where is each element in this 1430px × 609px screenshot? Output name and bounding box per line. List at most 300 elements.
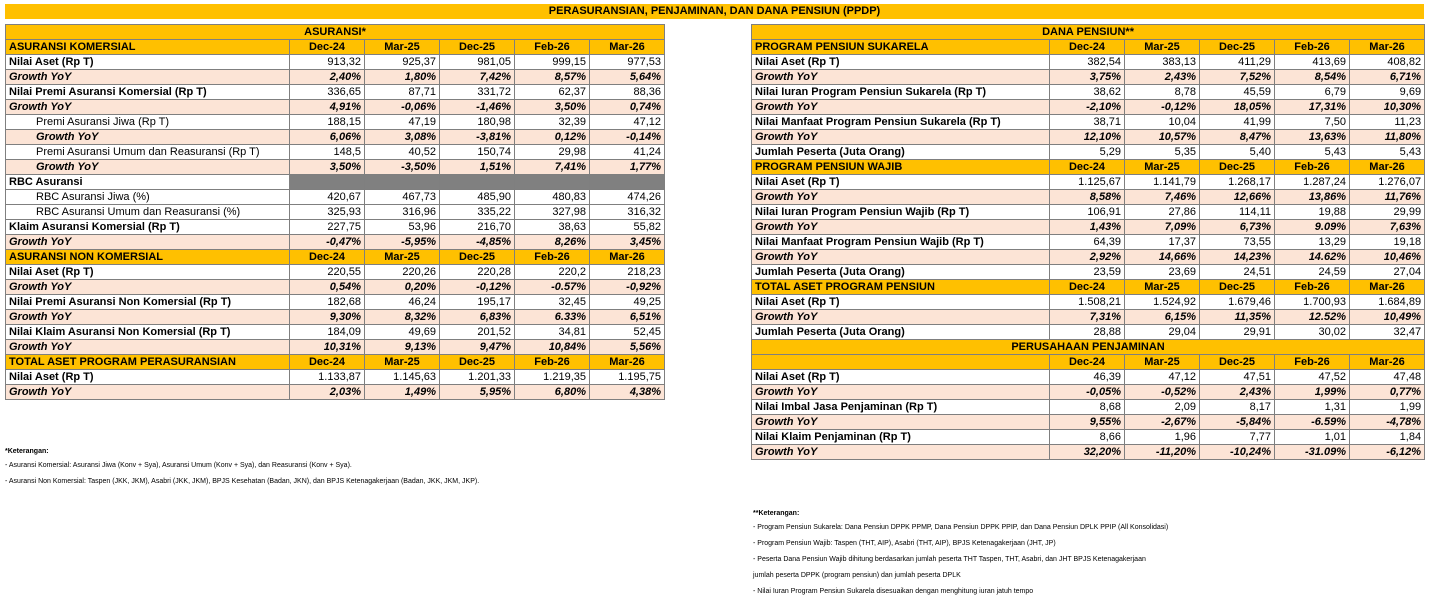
value-cell: 420,67 [290, 190, 365, 205]
row-label: Growth YoY [752, 310, 1050, 325]
value-cell: 220,55 [290, 265, 365, 280]
value-cell: 38,71 [1050, 115, 1125, 130]
panel-title-row [752, 25, 1425, 40]
value-cell [290, 175, 365, 190]
value-cell: 3,50% [290, 160, 365, 175]
notes-heading: *Keterangan: [5, 448, 49, 455]
value-cell: -0.57% [515, 280, 590, 295]
table-row [6, 325, 665, 340]
value-cell: -0,92% [590, 280, 665, 295]
value-cell: 195,17 [440, 295, 515, 310]
row-label [752, 355, 1050, 370]
row-label: Nilai Aset (Rp T) [6, 370, 290, 385]
value-cell: 383,13 [1125, 55, 1200, 70]
value-cell: 24,59 [1275, 265, 1350, 280]
table-row [752, 175, 1425, 190]
value-cell: 18,05% [1200, 100, 1275, 115]
value-cell: 480,83 [515, 190, 590, 205]
value-cell: 106,91 [1050, 205, 1125, 220]
value-cell: 5,56% [590, 340, 665, 355]
value-cell: 913,32 [290, 55, 365, 70]
period-header: Mar-26 [1350, 40, 1425, 55]
table-row [752, 205, 1425, 220]
value-cell: -3,50% [365, 160, 440, 175]
value-cell: 11,80% [1350, 130, 1425, 145]
value-cell: 9.09% [1275, 220, 1350, 235]
period-header: Dec-24 [1050, 40, 1125, 55]
section-header-row [6, 250, 665, 265]
value-cell: 182,68 [290, 295, 365, 310]
value-cell: -2,10% [1050, 100, 1125, 115]
value-cell: 6,73% [1200, 220, 1275, 235]
note-line: - Asuransi Komersial: Asuransi Jiwa (Konv + Sya), Asuransi Umum (Konv + Sya), dan Reasuransi (Konv + Sya). [5, 462, 352, 469]
table-row [752, 325, 1425, 340]
row-label: RBC Asuransi Jiwa (%) [6, 190, 290, 205]
value-cell: 7,41% [515, 160, 590, 175]
table-row [6, 85, 665, 100]
period-header: Feb-26 [1275, 355, 1350, 370]
value-cell: 38,62 [1050, 85, 1125, 100]
panel-title-row [6, 25, 665, 40]
value-cell: 30,02 [1275, 325, 1350, 340]
value-cell: 11,76% [1350, 190, 1425, 205]
row-label: Nilai Premi Asuransi Komersial (Rp T) [6, 85, 290, 100]
value-cell: 32,20% [1050, 445, 1125, 460]
value-cell: 47,19 [365, 115, 440, 130]
value-cell: 114,11 [1200, 205, 1275, 220]
table-row [6, 190, 665, 205]
value-cell: 1,49% [365, 385, 440, 400]
value-cell: 29,04 [1125, 325, 1200, 340]
value-cell: -5,84% [1200, 415, 1275, 430]
value-cell: 1.287,24 [1275, 175, 1350, 190]
value-cell: -4,78% [1350, 415, 1425, 430]
value-cell: -11,20% [1125, 445, 1200, 460]
value-cell: 216,70 [440, 220, 515, 235]
row-label: Jumlah Peserta (Juta Orang) [752, 145, 1050, 160]
note-line: - Asuransi Non Komersial: Taspen (JKK, JKM), Asabri (JKK, JKM), BPJS Kesehatan (Badan, JKN), dan BPJS Ketenagakerjaan (Badan, JKK, JKM, JKP). [5, 478, 480, 485]
table-row [6, 175, 665, 190]
value-cell: 5,43 [1275, 145, 1350, 160]
row-label: Growth YoY [752, 250, 1050, 265]
row-label: RBC Asuransi Umum dan Reasuransi (%) [6, 205, 290, 220]
value-cell: -0,06% [365, 100, 440, 115]
value-cell: 7,50 [1275, 115, 1350, 130]
panel-title: DANA PENSIUN** [752, 25, 1425, 40]
row-label: Growth YoY [752, 130, 1050, 145]
row-label: Growth YoY [752, 70, 1050, 85]
dana-pensiun-table [751, 24, 1425, 460]
value-cell: 17,37 [1125, 235, 1200, 250]
period-header: Feb-26 [1275, 160, 1350, 175]
value-cell: 12,10% [1050, 130, 1125, 145]
period-header: Dec-25 [1200, 280, 1275, 295]
value-cell: 6.33% [515, 310, 590, 325]
asuransi-table [5, 24, 665, 400]
value-cell: 49,25 [590, 295, 665, 310]
value-cell: 1.141,79 [1125, 175, 1200, 190]
table-row [752, 235, 1425, 250]
table-row [752, 370, 1425, 385]
period-header: Mar-26 [1350, 355, 1425, 370]
period-header: Dec-24 [290, 40, 365, 55]
table-row [752, 85, 1425, 100]
value-cell: 8,17 [1200, 400, 1275, 415]
period-header: Mar-25 [1125, 280, 1200, 295]
value-cell: 6,15% [1125, 310, 1200, 325]
dana-pensiun-notes [753, 510, 1168, 604]
note-line: - Program Pensiun Wajib: Taspen (THT, AIP), Asabri (THT, AIP), BPJS Ketenagakerjaan (JHT, JP) [753, 540, 1056, 547]
value-cell: 14,23% [1200, 250, 1275, 265]
row-label: PROGRAM PENSIUN SUKARELA [752, 40, 1050, 55]
value-cell: 52,45 [590, 325, 665, 340]
value-cell: 336,65 [290, 85, 365, 100]
value-cell: 9,47% [440, 340, 515, 355]
value-cell: 316,32 [590, 205, 665, 220]
value-cell: 6,71% [1350, 70, 1425, 85]
row-label: Growth YoY [752, 100, 1050, 115]
panel-title: PERUSAHAAN PENJAMINAN [752, 340, 1425, 355]
value-cell: 47,51 [1200, 370, 1275, 385]
value-cell: 1.684,89 [1350, 295, 1425, 310]
value-cell: 41,99 [1200, 115, 1275, 130]
value-cell: 38,63 [515, 220, 590, 235]
value-cell: 1.195,75 [590, 370, 665, 385]
value-cell: 6,06% [290, 130, 365, 145]
period-header: Dec-25 [1200, 160, 1275, 175]
period-header: Dec-24 [1050, 355, 1125, 370]
value-cell: 29,99 [1350, 205, 1425, 220]
row-label: Growth YoY [6, 235, 290, 250]
value-cell: 29,98 [515, 145, 590, 160]
value-cell: 6,83% [440, 310, 515, 325]
value-cell: 11,23 [1350, 115, 1425, 130]
note-line: - Peserta Dana Pensiun Wajib dihitung berdasarkan jumlah peserta THT Taspen, THT, Asabri, dan JHT BPJS Ketenagakerjaan [753, 556, 1146, 563]
value-cell: 8,47% [1200, 130, 1275, 145]
asuransi-notes [5, 448, 479, 494]
value-cell: 12,66% [1200, 190, 1275, 205]
value-cell: 201,52 [440, 325, 515, 340]
value-cell: 1.268,17 [1200, 175, 1275, 190]
value-cell: 1.145,63 [365, 370, 440, 385]
value-cell: 3,08% [365, 130, 440, 145]
value-cell: 17,31% [1275, 100, 1350, 115]
value-cell: 13,29 [1275, 235, 1350, 250]
value-cell: 32,45 [515, 295, 590, 310]
value-cell: 62,37 [515, 85, 590, 100]
row-label: Growth YoY [6, 70, 290, 85]
value-cell: 13,86% [1275, 190, 1350, 205]
table-row [6, 295, 665, 310]
value-cell: 382,54 [1050, 55, 1125, 70]
table-row [6, 310, 665, 325]
table-row [6, 55, 665, 70]
value-cell: 46,24 [365, 295, 440, 310]
period-header: Dec-24 [1050, 160, 1125, 175]
period-header: Mar-25 [365, 250, 440, 265]
table-row [752, 310, 1425, 325]
row-label: Nilai Klaim Penjaminan (Rp T) [752, 430, 1050, 445]
value-cell: 88,36 [590, 85, 665, 100]
table-row [752, 265, 1425, 280]
period-header: Mar-25 [1125, 40, 1200, 55]
value-cell: 47,48 [1350, 370, 1425, 385]
table-row [6, 130, 665, 145]
row-label: ASURANSI NON KOMERSIAL [6, 250, 290, 265]
row-label: Nilai Aset (Rp T) [752, 370, 1050, 385]
value-cell: 1.219,35 [515, 370, 590, 385]
value-cell: 7,09% [1125, 220, 1200, 235]
table-row [6, 145, 665, 160]
row-label: Nilai Aset (Rp T) [752, 175, 1050, 190]
value-cell: 8,78 [1125, 85, 1200, 100]
row-label: Klaim Asuransi Komersial (Rp T) [6, 220, 290, 235]
table-row [6, 280, 665, 295]
value-cell: 1.700,93 [1275, 295, 1350, 310]
value-cell: 1,84 [1350, 430, 1425, 445]
value-cell: 32,39 [515, 115, 590, 130]
value-cell: 10,31% [290, 340, 365, 355]
value-cell: -0,12% [1125, 100, 1200, 115]
row-label: PROGRAM PENSIUN WAJIB [752, 160, 1050, 175]
value-cell: 8,58% [1050, 190, 1125, 205]
table-row [752, 250, 1425, 265]
value-cell: 27,86 [1125, 205, 1200, 220]
value-cell: 8,26% [515, 235, 590, 250]
value-cell: 9,13% [365, 340, 440, 355]
row-label: RBC Asuransi [6, 175, 290, 190]
value-cell: 41,24 [590, 145, 665, 160]
row-label: ASURANSI KOMERSIAL [6, 40, 290, 55]
period-header: Mar-26 [1350, 280, 1425, 295]
value-cell: 6,80% [515, 385, 590, 400]
value-cell: 7,31% [1050, 310, 1125, 325]
row-label: Growth YoY [6, 160, 290, 175]
row-label: TOTAL ASET PROGRAM PERASURANSIAN [6, 355, 290, 370]
row-label: Nilai Aset (Rp T) [752, 55, 1050, 70]
value-cell: 4,38% [590, 385, 665, 400]
row-label: Nilai Iuran Program Pensiun Wajib (Rp T) [752, 205, 1050, 220]
table-row [6, 160, 665, 175]
row-label: Growth YoY [6, 280, 290, 295]
note-line: - Nilai Iuran Program Pensiun Sukarela disesuaikan dengan menghitung iuran jatuh tempo [753, 588, 1034, 595]
value-cell: 28,88 [1050, 325, 1125, 340]
value-cell: -0,12% [440, 280, 515, 295]
table-row [6, 235, 665, 250]
value-cell: 10,57% [1125, 130, 1200, 145]
value-cell: 7,42% [440, 70, 515, 85]
value-cell: -6,12% [1350, 445, 1425, 460]
table-row [752, 130, 1425, 145]
section-header-row [6, 40, 665, 55]
row-label: Nilai Imbal Jasa Penjaminan (Rp T) [752, 400, 1050, 415]
value-cell: 49,69 [365, 325, 440, 340]
value-cell: 1,96 [1125, 430, 1200, 445]
period-header: Feb-26 [1275, 40, 1350, 55]
table-row [6, 385, 665, 400]
value-cell: 46,39 [1050, 370, 1125, 385]
value-cell: 9,30% [290, 310, 365, 325]
value-cell: 474,26 [590, 190, 665, 205]
table-row [752, 145, 1425, 160]
value-cell: 150,74 [440, 145, 515, 160]
row-label: Growth YoY [752, 445, 1050, 460]
value-cell: 1,51% [440, 160, 515, 175]
period-header: Mar-25 [365, 40, 440, 55]
value-cell: 6,79 [1275, 85, 1350, 100]
value-cell: 981,05 [440, 55, 515, 70]
table-row [752, 295, 1425, 310]
value-cell: 55,82 [590, 220, 665, 235]
value-cell: 13,63% [1275, 130, 1350, 145]
row-label: Nilai Premi Asuransi Non Komersial (Rp T) [6, 295, 290, 310]
value-cell [440, 175, 515, 190]
value-cell: 7,52% [1200, 70, 1275, 85]
value-cell: -2,67% [1125, 415, 1200, 430]
row-label: Nilai Aset (Rp T) [752, 295, 1050, 310]
section-header-row [752, 280, 1425, 295]
table-row [752, 115, 1425, 130]
value-cell: 5,95% [440, 385, 515, 400]
value-cell: 0,12% [515, 130, 590, 145]
note-line: - Program Pensiun Sukarela: Dana Pensiun DPPK PPMP, Dana Pensiun DPPK PPIP, dan Dana Pensiun DPLK PPIP (All Konsolidasi) [753, 524, 1169, 531]
value-cell: 1.133,87 [290, 370, 365, 385]
table-row [752, 430, 1425, 445]
section-header-row [6, 355, 665, 370]
value-cell: 2,43% [1200, 385, 1275, 400]
row-label: Growth YoY [6, 310, 290, 325]
value-cell: 325,93 [290, 205, 365, 220]
value-cell: 8,68 [1050, 400, 1125, 415]
value-cell [365, 175, 440, 190]
value-cell: 2,40% [290, 70, 365, 85]
value-cell: 8,66 [1050, 430, 1125, 445]
period-header: Mar-26 [590, 250, 665, 265]
value-cell: 2,03% [290, 385, 365, 400]
value-cell: 1.679,46 [1200, 295, 1275, 310]
value-cell: 5,64% [590, 70, 665, 85]
period-header: Dec-24 [1050, 280, 1125, 295]
value-cell: 218,23 [590, 265, 665, 280]
value-cell: 24,51 [1200, 265, 1275, 280]
value-cell: -0,47% [290, 235, 365, 250]
period-header: Dec-25 [440, 40, 515, 55]
section-header-row [752, 355, 1425, 370]
period-header: Dec-25 [1200, 40, 1275, 55]
value-cell: 0,77% [1350, 385, 1425, 400]
value-cell: 64,39 [1050, 235, 1125, 250]
value-cell: 29,91 [1200, 325, 1275, 340]
table-row [6, 340, 665, 355]
value-cell: 3,45% [590, 235, 665, 250]
value-cell: 999,15 [515, 55, 590, 70]
value-cell: 34,81 [515, 325, 590, 340]
value-cell: 47,12 [1125, 370, 1200, 385]
value-cell: 1.125,67 [1050, 175, 1125, 190]
value-cell: 1.276,07 [1350, 175, 1425, 190]
value-cell: 331,72 [440, 85, 515, 100]
period-header: Dec-25 [440, 355, 515, 370]
value-cell: 411,29 [1200, 55, 1275, 70]
notes-heading: **Keterangan: [753, 510, 800, 517]
row-label: Nilai Aset (Rp T) [6, 265, 290, 280]
period-header: Mar-25 [1125, 355, 1200, 370]
row-label: Nilai Aset (Rp T) [6, 55, 290, 70]
period-header: Feb-26 [515, 250, 590, 265]
period-header: Feb-26 [515, 40, 590, 55]
value-cell: 413,69 [1275, 55, 1350, 70]
period-header: Mar-26 [590, 355, 665, 370]
value-cell: 47,52 [1275, 370, 1350, 385]
value-cell: 10,04 [1125, 115, 1200, 130]
value-cell: -4,85% [440, 235, 515, 250]
panel-title-row [752, 340, 1425, 355]
value-cell: -0,52% [1125, 385, 1200, 400]
value-cell: 327,98 [515, 205, 590, 220]
value-cell: 5,43 [1350, 145, 1425, 160]
value-cell: -0,05% [1050, 385, 1125, 400]
note-line: jumlah peserta DPPK (program pensiun) dan jumlah peserta DPLK [753, 572, 961, 579]
value-cell: -3,81% [440, 130, 515, 145]
value-cell: 0,20% [365, 280, 440, 295]
table-row [6, 115, 665, 130]
table-row [6, 100, 665, 115]
section-header-row [752, 40, 1425, 55]
table-row [6, 220, 665, 235]
period-header: Mar-25 [365, 355, 440, 370]
value-cell: 73,55 [1200, 235, 1275, 250]
table-row [6, 70, 665, 85]
row-label: Nilai Klaim Asuransi Non Komersial (Rp T) [6, 325, 290, 340]
value-cell: 1,77% [590, 160, 665, 175]
value-cell: 925,37 [365, 55, 440, 70]
row-label: Growth YoY [752, 220, 1050, 235]
value-cell: 19,18 [1350, 235, 1425, 250]
value-cell: 1.201,33 [440, 370, 515, 385]
value-cell: 1,43% [1050, 220, 1125, 235]
value-cell: 5,35 [1125, 145, 1200, 160]
value-cell: 3,75% [1050, 70, 1125, 85]
value-cell: 1.524,92 [1125, 295, 1200, 310]
row-label: Growth YoY [752, 385, 1050, 400]
section-header-row [752, 160, 1425, 175]
table-row [752, 100, 1425, 115]
value-cell: 14,66% [1125, 250, 1200, 265]
value-cell: 485,90 [440, 190, 515, 205]
period-header: Feb-26 [515, 355, 590, 370]
value-cell: 5,40 [1200, 145, 1275, 160]
value-cell: 27,04 [1350, 265, 1425, 280]
value-cell: 53,96 [365, 220, 440, 235]
value-cell: 9,69 [1350, 85, 1425, 100]
row-label: Premi Asuransi Umum dan Reasuransi (Rp T) [6, 145, 290, 160]
value-cell: 23,69 [1125, 265, 1200, 280]
period-header: Feb-26 [1275, 280, 1350, 295]
table-row [752, 445, 1425, 460]
period-header: Mar-26 [590, 40, 665, 55]
value-cell: 4,91% [290, 100, 365, 115]
value-cell: 5,29 [1050, 145, 1125, 160]
value-cell: 180,98 [440, 115, 515, 130]
row-label: Premi Asuransi Jiwa (Rp T) [6, 115, 290, 130]
value-cell: 87,71 [365, 85, 440, 100]
value-cell: 9,55% [1050, 415, 1125, 430]
value-cell: 19,88 [1275, 205, 1350, 220]
table-row [6, 370, 665, 385]
value-cell: 408,82 [1350, 55, 1425, 70]
period-header: Dec-24 [290, 250, 365, 265]
value-cell: 467,73 [365, 190, 440, 205]
